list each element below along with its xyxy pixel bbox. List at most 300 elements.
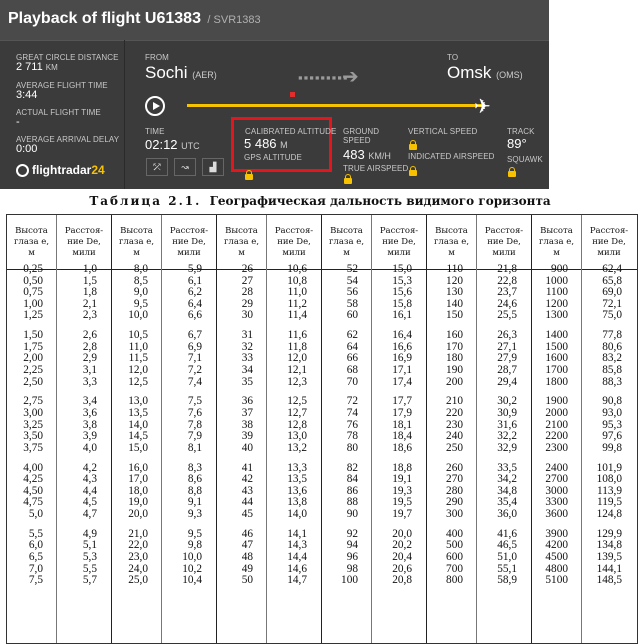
eye-height-cell: 180 bbox=[446, 352, 463, 365]
eye-height-cell: 28 bbox=[241, 286, 253, 299]
distance-cell: 16,6 bbox=[392, 340, 412, 353]
eye-height-cell: 150 bbox=[446, 309, 463, 322]
eye-height-cell: 300 bbox=[446, 508, 463, 520]
distance-cell: 19,1 bbox=[392, 473, 412, 486]
eye-height-cell: 400 bbox=[446, 527, 463, 540]
eye-height-cell: 4,00 bbox=[23, 461, 43, 474]
distance-cell: 7,4 bbox=[187, 375, 202, 388]
eye-height-cell: 4,75 bbox=[23, 496, 43, 509]
eye-height-cell: 56 bbox=[346, 286, 358, 299]
to-airport[interactable]: Omsk (OMS) bbox=[447, 63, 523, 82]
eye-height-cell: 98 bbox=[346, 562, 358, 575]
actual-flight-time-value: - bbox=[16, 116, 20, 128]
distance-cell: 65,8 bbox=[602, 274, 622, 287]
distance-cell: 108,0 bbox=[596, 473, 622, 486]
eye-height-cell: 14,5 bbox=[128, 430, 148, 443]
eye-height-cell: 76 bbox=[346, 418, 358, 431]
distance-cell: 148,5 bbox=[596, 574, 622, 587]
distance-cell: 16,4 bbox=[392, 329, 412, 342]
true-airspeed-label: TRUE AIRSPEED bbox=[343, 164, 409, 173]
eye-height-cell: 39 bbox=[241, 430, 253, 443]
eye-height-cell: 16,0 bbox=[128, 461, 148, 474]
eye-height-cell: 22,0 bbox=[128, 539, 148, 552]
distance-cell: 124,8 bbox=[596, 508, 622, 520]
avg-flight-time-label: AVERAGE FLIGHT TIME bbox=[16, 81, 108, 90]
eye-height-cell: 5,5 bbox=[28, 527, 43, 540]
header-distance: Расстоя- ние De, мили bbox=[169, 225, 209, 258]
distance-cell: 5,1 bbox=[82, 539, 97, 552]
header-distance: Расстоя- ние De, мили bbox=[484, 225, 524, 258]
distance-cell: 12,3 bbox=[287, 375, 307, 388]
distance-cell: 72,1 bbox=[602, 297, 622, 310]
squawk-label: SQUAWK bbox=[507, 155, 543, 164]
distance-cell: 83,2 bbox=[602, 352, 622, 365]
avg-arrival-delay-value: 0:00 bbox=[16, 143, 38, 155]
eye-height-cell: 26 bbox=[241, 263, 253, 275]
eye-height-cell: 49 bbox=[241, 562, 253, 575]
distance-cell: 12,0 bbox=[287, 352, 307, 365]
distance-cell: 4,4 bbox=[82, 484, 97, 497]
distance-cell: 3,8 bbox=[82, 418, 97, 431]
eye-height-cell: 68 bbox=[346, 364, 358, 376]
horizon-distance-table bbox=[6, 214, 638, 644]
eye-height-cell: 36 bbox=[241, 395, 253, 408]
eye-height-cell: 84 bbox=[346, 473, 358, 486]
distance-cell: 8,1 bbox=[187, 441, 202, 454]
eye-height-cell: 92 bbox=[346, 527, 358, 540]
distance-cell: 113,9 bbox=[597, 484, 622, 497]
track-value: 89° bbox=[507, 136, 527, 151]
eye-height-cell: 25,0 bbox=[128, 574, 148, 587]
distance-cell: 2,8 bbox=[82, 340, 97, 353]
distance-cell: 4,7 bbox=[82, 508, 97, 520]
eye-height-cell: 42 bbox=[241, 473, 253, 486]
eye-height-cell: 800 bbox=[446, 574, 463, 587]
eye-height-cell: 11,5 bbox=[128, 352, 148, 365]
eye-height-cell: 1,00 bbox=[23, 297, 43, 310]
eye-height-cell: 80 bbox=[346, 441, 358, 454]
eye-height-cell: 600 bbox=[446, 551, 463, 563]
distance-cell: 25,5 bbox=[497, 309, 517, 322]
distance-cell: 15,3 bbox=[392, 274, 412, 287]
eye-height-cell: 1,25 bbox=[23, 309, 43, 322]
eye-height-cell: 9,0 bbox=[133, 286, 148, 299]
eye-height-cell: 500 bbox=[446, 539, 463, 552]
distance-cell: 18,6 bbox=[392, 441, 412, 454]
distance-cell: 14,0 bbox=[287, 508, 307, 520]
distance-cell: 2,1 bbox=[82, 297, 97, 310]
distance-cell: 119,5 bbox=[597, 496, 622, 509]
callsign: / SVR1383 bbox=[207, 14, 261, 26]
distance-cell: 14,6 bbox=[287, 562, 307, 575]
eye-height-cell: 6,5 bbox=[28, 551, 43, 563]
distance-cell: 11,6 bbox=[287, 329, 307, 342]
panel-header bbox=[0, 0, 549, 41]
distance-cell: 30,9 bbox=[497, 407, 517, 419]
distance-cell: 77,8 bbox=[602, 329, 622, 342]
header-eye-height: Высота глаза e, м bbox=[118, 225, 155, 258]
eye-height-cell: 41 bbox=[241, 461, 253, 474]
distance-cell: 20,8 bbox=[392, 574, 412, 587]
eye-height-cell: 2,75 bbox=[23, 395, 43, 408]
distance-cell: 10,4 bbox=[182, 574, 202, 587]
eye-height-cell: 700 bbox=[446, 562, 463, 575]
eye-height-cell: 27 bbox=[241, 274, 253, 287]
distance-cell: 144,1 bbox=[596, 562, 622, 575]
eye-height-cell: 62 bbox=[346, 329, 358, 342]
eye-height-cell: 4,50 bbox=[23, 484, 43, 497]
distance-cell: 2,6 bbox=[82, 329, 97, 342]
eye-height-cell: 200 bbox=[446, 375, 463, 388]
distance-cell: 51,0 bbox=[497, 551, 517, 563]
eye-height-cell: 10,5 bbox=[128, 329, 148, 342]
distance-cell: 3,4 bbox=[82, 395, 97, 408]
distance-cell: 34,8 bbox=[497, 484, 517, 497]
eye-height-cell: 43 bbox=[241, 484, 253, 497]
distance-cell: 41,6 bbox=[497, 527, 517, 540]
airplane-icon: ✈ bbox=[474, 96, 491, 118]
distance-cell: 1,5 bbox=[82, 274, 97, 287]
distance-cell: 8,3 bbox=[187, 461, 202, 474]
distance-cell: 13,6 bbox=[287, 484, 307, 497]
eye-height-cell: 1300 bbox=[545, 309, 568, 322]
eye-height-cell: 3900 bbox=[545, 527, 568, 540]
distance-cell: 134,8 bbox=[596, 539, 622, 552]
distance-cell: 93,0 bbox=[602, 407, 622, 419]
eye-height-cell: 3600 bbox=[545, 508, 568, 520]
eye-height-cell: 37 bbox=[241, 407, 253, 419]
eye-height-cell: 2400 bbox=[545, 461, 568, 474]
ground-speed-label-2: SPEED bbox=[343, 136, 371, 145]
distance-cell: 7,6 bbox=[187, 407, 202, 419]
distance-cell: 5,7 bbox=[82, 574, 97, 587]
play-button[interactable] bbox=[145, 96, 165, 116]
avg-flight-time-value: 3:44 bbox=[16, 89, 38, 101]
distance-cell: 15,8 bbox=[392, 297, 412, 310]
distance-cell: 13,0 bbox=[287, 430, 307, 443]
distance-cell: 3,3 bbox=[82, 375, 97, 388]
distance-cell: 6,1 bbox=[187, 274, 202, 287]
distance-cell: 3,1 bbox=[82, 364, 97, 376]
table-title: Таблица 2.1. Географическая дальность видимого горизонта bbox=[89, 194, 551, 208]
distance-cell: 26,3 bbox=[497, 329, 517, 342]
distance-cell: 1,0 bbox=[82, 263, 97, 275]
eye-height-cell: 1,50 bbox=[23, 329, 43, 342]
eye-height-cell: 110 bbox=[446, 263, 463, 275]
eye-height-cell: 1700 bbox=[545, 364, 568, 376]
distance-cell: 2,3 bbox=[82, 309, 97, 322]
distance-cell: 21,8 bbox=[497, 263, 517, 275]
distance-cell: 46,5 bbox=[497, 539, 517, 552]
eye-height-cell: 160 bbox=[446, 329, 463, 342]
distance-cell: 10,2 bbox=[182, 562, 202, 575]
eye-height-cell: 120 bbox=[446, 274, 463, 287]
distance-cell: 101,9 bbox=[596, 461, 622, 474]
time-value: 02:12 UTC bbox=[145, 137, 200, 152]
eye-height-cell: 290 bbox=[446, 496, 463, 509]
eye-height-cell: 2100 bbox=[545, 418, 568, 431]
header-distance: Расстоя- ние De, мили bbox=[64, 225, 104, 258]
eye-height-cell: 2300 bbox=[545, 441, 568, 454]
distance-cell: 18,1 bbox=[392, 418, 412, 431]
distance-cell: 11,8 bbox=[287, 340, 307, 353]
eye-height-cell: 9,5 bbox=[133, 297, 148, 310]
distance-cell: 10,0 bbox=[182, 551, 202, 563]
eye-height-cell: 12,0 bbox=[128, 364, 148, 376]
lock-icon bbox=[245, 174, 253, 180]
distance-cell: 88,3 bbox=[602, 375, 622, 388]
distance-cell: 23,7 bbox=[497, 286, 517, 299]
distance-cell: 35,4 bbox=[497, 496, 517, 509]
eye-height-cell: 2,50 bbox=[23, 375, 43, 388]
eye-height-cell: 1100 bbox=[545, 286, 568, 299]
eye-height-cell: 94 bbox=[346, 539, 358, 552]
altitude-value: 5 486 M bbox=[244, 136, 288, 151]
eye-height-cell: 1900 bbox=[545, 395, 568, 408]
playback-progress-bar[interactable] bbox=[187, 104, 483, 107]
eye-height-cell: 82 bbox=[346, 461, 358, 474]
playback-marker[interactable] bbox=[290, 92, 295, 97]
eye-height-cell: 230 bbox=[446, 418, 463, 431]
distance-cell: 9,5 bbox=[187, 527, 202, 540]
eye-height-cell: 96 bbox=[346, 551, 358, 563]
eye-height-cell: 74 bbox=[346, 407, 358, 419]
distance-cell: 69,0 bbox=[602, 286, 622, 299]
graph-icon[interactable]: ▟ bbox=[202, 158, 224, 176]
distance-cell: 6,6 bbox=[187, 309, 202, 322]
distance-cell: 24,6 bbox=[497, 297, 517, 310]
eye-height-cell: 52 bbox=[346, 263, 358, 275]
distance-cell: 29,4 bbox=[497, 375, 517, 388]
eye-height-cell: 40 bbox=[241, 441, 253, 454]
distance-cell: 16,9 bbox=[392, 352, 412, 365]
to-label: TO bbox=[447, 53, 459, 62]
distance-cell: 28,7 bbox=[497, 364, 517, 376]
distance-cell: 139,5 bbox=[596, 551, 622, 563]
distance-cell: 15,6 bbox=[392, 286, 412, 299]
eye-height-cell: 35 bbox=[241, 375, 253, 388]
eye-height-cell: 0,50 bbox=[23, 274, 43, 287]
header-distance: Расстоя- ние De, мили bbox=[379, 225, 419, 258]
eye-height-cell: 17,0 bbox=[128, 473, 148, 486]
eye-height-cell: 23,0 bbox=[128, 551, 148, 563]
eye-height-cell: 54 bbox=[346, 274, 358, 287]
eye-height-cell: 44 bbox=[241, 496, 253, 509]
from-airport[interactable]: Sochi (AER) bbox=[145, 63, 217, 82]
eye-height-cell: 31 bbox=[241, 329, 253, 342]
eye-height-cell: 13,5 bbox=[128, 407, 148, 419]
time-label: TIME bbox=[145, 127, 165, 136]
header-distance: Расстоя- ние De, мили bbox=[274, 225, 314, 258]
distance-cell: 19,7 bbox=[392, 508, 412, 520]
great-circle-label: GREAT CIRCLE DISTANCE bbox=[16, 53, 119, 62]
eye-height-cell: 0,75 bbox=[23, 286, 43, 299]
distance-cell: 15,0 bbox=[392, 263, 412, 275]
eye-height-cell: 38 bbox=[241, 418, 253, 431]
distance-cell: 12,7 bbox=[287, 407, 307, 419]
eye-height-cell: 210 bbox=[446, 395, 463, 408]
eye-height-cell: 10,0 bbox=[128, 309, 148, 322]
ground-speed-value: 483 KM/H bbox=[343, 147, 391, 162]
eye-height-cell: 2,00 bbox=[23, 352, 43, 365]
distance-cell: 18,8 bbox=[392, 461, 412, 474]
eye-height-cell: 4,25 bbox=[23, 473, 43, 486]
distance-cell: 7,2 bbox=[187, 364, 202, 376]
eye-height-cell: 66 bbox=[346, 352, 358, 365]
eye-height-cell: 260 bbox=[446, 461, 463, 474]
distance-cell: 97,6 bbox=[602, 430, 622, 443]
distance-cell: 5,5 bbox=[82, 562, 97, 575]
distance-cell: 12,1 bbox=[287, 364, 307, 376]
radar-icon bbox=[16, 164, 29, 177]
eye-height-cell: 2200 bbox=[545, 430, 568, 443]
eye-height-cell: 250 bbox=[446, 441, 463, 454]
eye-height-cell: 14,0 bbox=[128, 418, 148, 431]
eye-height-cell: 20,0 bbox=[128, 508, 148, 520]
eye-height-cell: 3000 bbox=[545, 484, 568, 497]
eye-height-cell: 3,00 bbox=[23, 407, 43, 419]
distance-cell: 20,0 bbox=[392, 527, 412, 540]
eye-height-cell: 280 bbox=[446, 484, 463, 497]
header-eye-height: Высота глаза e, м bbox=[328, 225, 365, 258]
avg-arrival-delay-label: AVERAGE ARRIVAL DELAY bbox=[16, 135, 120, 144]
eye-height-cell: 1800 bbox=[545, 375, 568, 388]
eye-height-cell: 64 bbox=[346, 340, 358, 353]
great-circle-value: 2 711 KM bbox=[16, 61, 58, 73]
distance-cell: 11,2 bbox=[287, 297, 307, 310]
distance-cell: 13,8 bbox=[287, 496, 307, 509]
lock-icon bbox=[344, 178, 352, 184]
eye-height-cell: 1000 bbox=[545, 274, 568, 287]
distance-cell: 19,5 bbox=[392, 496, 412, 509]
eye-height-cell: 4500 bbox=[545, 551, 568, 563]
distance-cell: 3,6 bbox=[82, 407, 97, 419]
eye-height-cell: 7,5 bbox=[28, 574, 43, 587]
distance-cell: 90,8 bbox=[602, 395, 622, 408]
distance-cell: 129,9 bbox=[596, 527, 622, 540]
distance-cell: 17,1 bbox=[392, 364, 412, 376]
distance-cell: 7,9 bbox=[187, 430, 202, 443]
eye-height-cell: 3,50 bbox=[23, 430, 43, 443]
eye-height-cell: 34 bbox=[241, 364, 253, 376]
distance-cell: 4,2 bbox=[82, 461, 97, 474]
distance-cell: 10,8 bbox=[287, 274, 307, 287]
distance-cell: 4,0 bbox=[82, 441, 97, 454]
distance-cell: 7,8 bbox=[187, 418, 202, 431]
eye-height-cell: 33 bbox=[241, 352, 253, 365]
distance-cell: 85,8 bbox=[602, 364, 622, 376]
lock-icon bbox=[409, 144, 417, 150]
distance-cell: 6,9 bbox=[187, 340, 202, 353]
eye-height-cell: 50 bbox=[241, 574, 253, 587]
eye-height-cell: 0,25 bbox=[23, 263, 43, 275]
eye-height-cell: 140 bbox=[446, 297, 463, 310]
vertical-speed-label: VERTICAL SPEED bbox=[408, 127, 478, 136]
gps-altitude-label: GPS ALTITUDE bbox=[244, 153, 302, 162]
eye-height-cell: 13,0 bbox=[128, 395, 148, 408]
distance-cell: 6,2 bbox=[187, 286, 202, 299]
route-icon[interactable]: ↝ bbox=[174, 158, 196, 176]
flight-playback-panel bbox=[0, 0, 549, 189]
eye-height-cell: 24,0 bbox=[128, 562, 148, 575]
eye-height-cell: 1500 bbox=[545, 340, 568, 353]
eye-height-cell: 190 bbox=[446, 364, 463, 376]
distance-cell: 4,3 bbox=[82, 473, 97, 486]
distance-cell: 20,2 bbox=[392, 539, 412, 552]
distance-cell: 19,3 bbox=[392, 484, 412, 497]
distance-cell: 16,1 bbox=[392, 309, 412, 322]
distance-cell: 18,4 bbox=[392, 430, 412, 443]
actual-flight-time-label: ACTUAL FLIGHT TIME bbox=[16, 108, 101, 117]
distance-cell: 11,0 bbox=[287, 286, 307, 299]
track-label: TRACK bbox=[507, 127, 535, 136]
eye-height-cell: 60 bbox=[346, 309, 358, 322]
distance-cell: 32,9 bbox=[497, 441, 517, 454]
eye-height-cell: 18,0 bbox=[128, 484, 148, 497]
eye-height-cell: 30 bbox=[241, 309, 253, 322]
eye-height-cell: 58 bbox=[346, 297, 358, 310]
distance-cell: 4,5 bbox=[82, 496, 97, 509]
flightradar-logo: flightradar24 bbox=[16, 163, 105, 177]
eye-height-cell: 1400 bbox=[545, 329, 568, 342]
header-eye-height: Высота глаза e, м bbox=[13, 225, 50, 258]
header-eye-height: Высота глаза e, м bbox=[538, 225, 575, 258]
distance-cell: 9,3 bbox=[187, 508, 202, 520]
eye-height-cell: 86 bbox=[346, 484, 358, 497]
distance-cell: 12,8 bbox=[287, 418, 307, 431]
eye-height-cell: 19,0 bbox=[128, 496, 148, 509]
distance-cell: 7,5 bbox=[187, 395, 202, 408]
eye-height-cell: 78 bbox=[346, 430, 358, 443]
eye-height-cell: 6,0 bbox=[28, 539, 43, 552]
eye-height-cell: 70 bbox=[346, 375, 358, 388]
distance-cell: 17,9 bbox=[392, 407, 412, 419]
eye-height-cell: 240 bbox=[446, 430, 463, 443]
header-eye-height: Высота глаза e, м bbox=[223, 225, 260, 258]
eye-height-cell: 72 bbox=[346, 395, 358, 408]
eye-height-cell: 5,0 bbox=[28, 508, 43, 520]
distance-cell: 11,4 bbox=[287, 309, 307, 322]
eye-height-cell: 4800 bbox=[545, 562, 568, 575]
eye-height-cell: 130 bbox=[446, 286, 463, 299]
distance-cell: 75,0 bbox=[602, 309, 622, 322]
eye-height-cell: 88 bbox=[346, 496, 358, 509]
lock-icon bbox=[508, 171, 516, 177]
distance-cell: 27,1 bbox=[497, 340, 517, 353]
eye-height-cell: 4200 bbox=[545, 539, 568, 552]
distance-cell: 7,1 bbox=[187, 352, 202, 365]
distance-cell: 6,4 bbox=[187, 297, 202, 310]
distance-cell: 12,5 bbox=[287, 395, 307, 408]
eye-height-cell: 32 bbox=[241, 340, 253, 353]
distance-cell: 30,2 bbox=[497, 395, 517, 408]
distance-cell: 9,8 bbox=[187, 539, 202, 552]
distance-cell: 13,2 bbox=[287, 441, 307, 454]
route-arrow-icon: ▪▪▪▪▪▪▪▪▪ ➔ bbox=[298, 66, 360, 88]
eye-height-cell: 47 bbox=[241, 539, 253, 552]
ground-speed-label-1: GROUND bbox=[343, 127, 380, 136]
distance-cell: 14,4 bbox=[287, 551, 307, 563]
eye-height-cell: 15,0 bbox=[128, 441, 148, 454]
eye-height-cell: 11,0 bbox=[128, 340, 148, 353]
eye-height-cell: 2700 bbox=[545, 473, 568, 486]
distance-cell: 9,1 bbox=[187, 496, 202, 509]
distance-cell: 80,6 bbox=[602, 340, 622, 353]
eye-height-cell: 3300 bbox=[545, 496, 568, 509]
fullscreen-icon[interactable]: ⤱ bbox=[146, 158, 168, 176]
eye-height-cell: 3,25 bbox=[23, 418, 43, 431]
eye-height-cell: 220 bbox=[446, 407, 463, 419]
